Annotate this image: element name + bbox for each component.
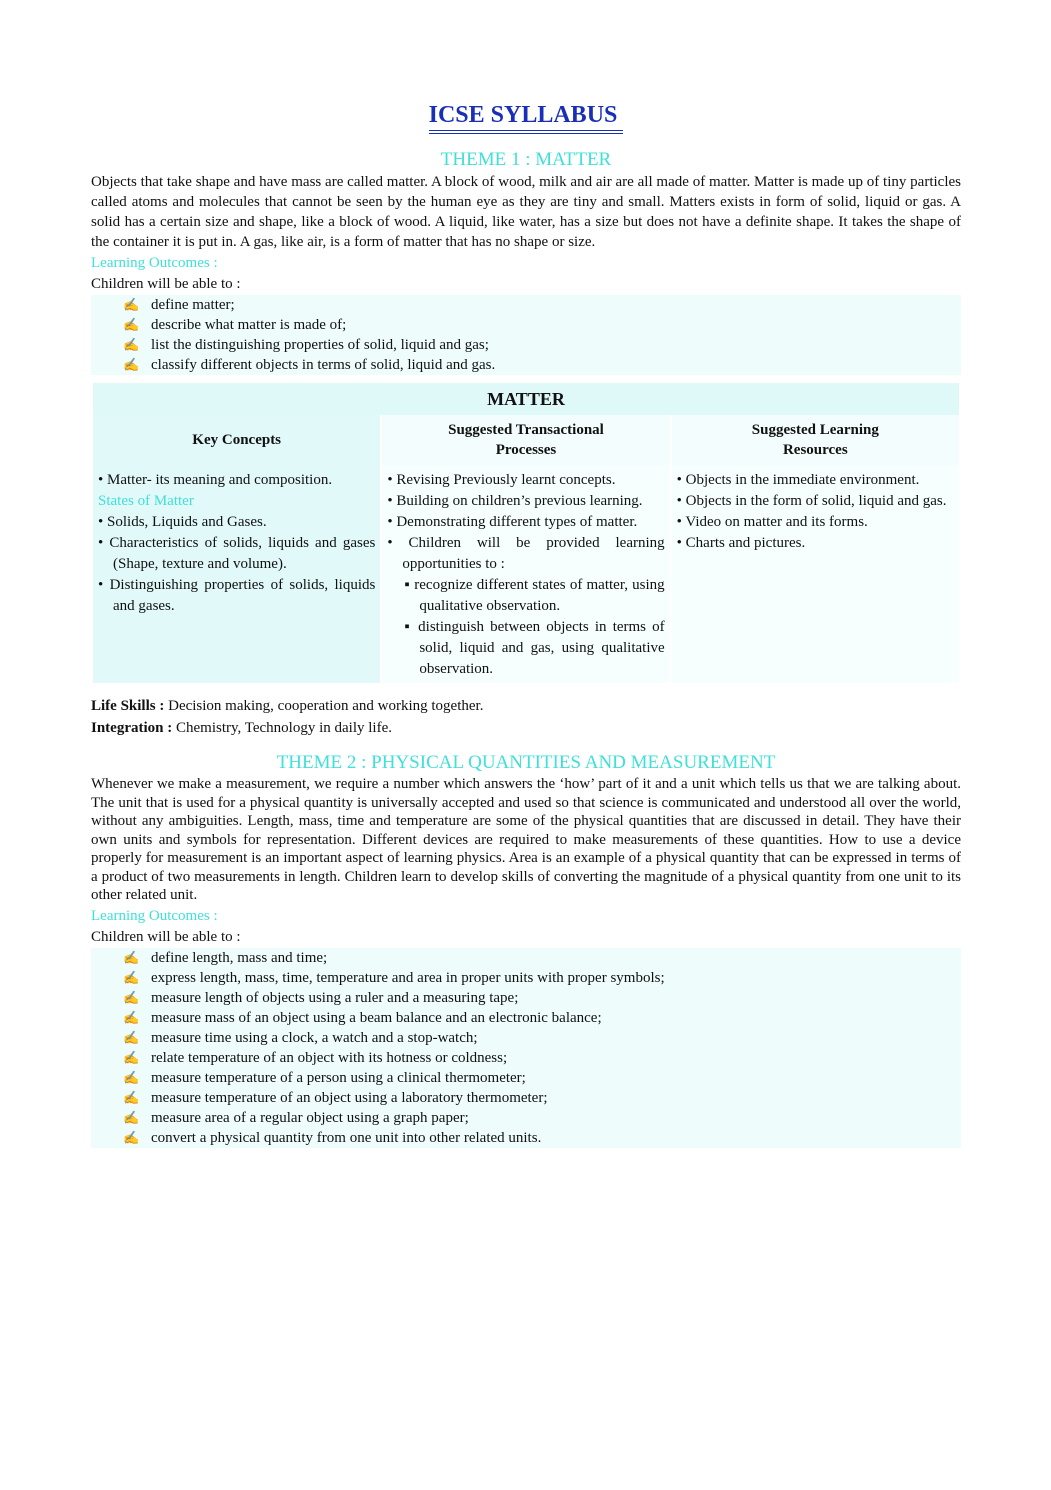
sub-bullet-item: ▪ distinguish between objects in terms of solid, liquid and gas, using qualitative observation.: [404, 619, 665, 677]
list-item: [91, 988, 961, 1008]
outcome-text: measure length of objects using a ruler and a measuring tape;: [151, 989, 519, 1006]
list-item: [91, 1028, 961, 1048]
bullet-text: Objects in the immediate environment.: [685, 472, 920, 488]
bullet-item: • Revising Previously learnt concepts.: [387, 472, 616, 488]
bullet-item: • Charts and pictures.: [676, 535, 806, 551]
bullet-item: • Children will be provided learning opportunities to :: [387, 535, 665, 572]
bullet-item: • Matter- its meaning and composition.: [98, 472, 333, 488]
bullet-text: Distinguishing properties of solids, liquids and gases.: [109, 577, 376, 614]
outcome-text: measure temperature of an object using a laboratory thermometer;: [151, 1089, 548, 1106]
bullet-text: distinguish between objects in terms of solid, liquid and gas, using qualitative observation.: [418, 619, 665, 677]
outcome-text: relate temperature of an object with its hotness or coldness;: [151, 1049, 508, 1066]
outcome-text: measure time using a clock, a watch and a stop-watch;: [151, 1029, 478, 1046]
outcome-text: measure temperature of a person using a clinical thermometer;: [151, 1069, 526, 1086]
list-item: [91, 1128, 961, 1148]
list-item: [91, 355, 961, 375]
theme2-heading: THEME 2 : PHYSICAL QUANTITIES AND MEASUREMENT: [276, 752, 776, 773]
bullet-item: • Characteristics of solids, liquids and gases (Shape, texture and volume).: [98, 535, 376, 572]
bullet-text: Matter- its meaning and composition.: [107, 472, 333, 488]
list-item: [91, 968, 961, 988]
list-item: [91, 1068, 961, 1088]
writing-hand-icon: ✍: [123, 317, 140, 332]
outcome-text: classify different objects in terms of solid, liquid and gas.: [151, 357, 496, 373]
bullet-text: recognize different states of matter, using qualitative observation.: [414, 577, 665, 614]
writing-hand-icon: ✍: [123, 337, 140, 352]
bullet-text: Revising Previously learnt concepts.: [396, 472, 616, 488]
list-item: [91, 335, 961, 355]
bullet-item: • Demonstrating different types of matter.: [387, 514, 638, 530]
bullet-item: • Objects in the form of solid, liquid and gas.: [676, 493, 947, 509]
list-item: [91, 1108, 961, 1128]
list-item: [91, 1088, 961, 1108]
writing-hand-icon: ✍: [123, 1129, 140, 1145]
bullet-text: Demonstrating different types of matter.: [396, 514, 638, 530]
list-item: [91, 315, 961, 335]
header-key-concepts: Key Concepts: [93, 415, 380, 465]
key-concepts-cell: [93, 465, 380, 683]
theme1-lo-intro: Children will be able to :: [91, 276, 241, 292]
bullet-text: Building on children’s previous learning.: [396, 493, 643, 509]
states-of-matter-label: States of Matter: [98, 493, 194, 509]
matter-table: [91, 383, 961, 683]
outcome-text: measure area of a regular object using a graph paper;: [151, 1109, 469, 1126]
table-caption: MATTER: [93, 383, 959, 415]
outcome-text: describe what matter is made of;: [151, 317, 347, 333]
writing-hand-icon: ✍: [123, 357, 140, 372]
writing-hand-icon: ✍: [123, 949, 140, 965]
bullet-text: Objects in the form of solid, liquid and gas.: [685, 493, 947, 509]
list-item: [91, 295, 961, 315]
writing-hand-icon: ✍: [123, 989, 140, 1005]
header-processes-text: Suggested Transactional Processes: [448, 422, 604, 458]
theme2-lo-label: Learning Outcomes :: [91, 907, 218, 924]
life-skills: [91, 695, 961, 717]
bullet-text: Solids, Liquids and Gases.: [107, 514, 267, 530]
writing-hand-icon: ✍: [123, 1089, 140, 1105]
list-item: [91, 948, 961, 968]
theme1-outcomes: [91, 295, 961, 375]
writing-hand-icon: ✍: [123, 1109, 140, 1125]
bullet-item: • Distinguishing properties of solids, liquids and gases.: [98, 577, 376, 614]
sub-bullet-item: ▪ recognize different states of matter, using qualitative observation.: [404, 577, 665, 614]
integration: [91, 717, 961, 739]
resources-cell: [672, 465, 959, 683]
bullet-item: • Building on children’s previous learning.: [387, 493, 643, 509]
list-item: [91, 1048, 961, 1068]
header-resources-text: Suggested Learning Resources: [751, 422, 879, 458]
bullet-text: Children will be provided learning opportunities to :: [402, 535, 665, 572]
outcome-text: define length, mass and time;: [151, 949, 328, 966]
bullet-text: Video on matter and its forms.: [685, 514, 868, 530]
outcome-text: express length, mass, time, temperature and area in proper units with proper symbols;: [151, 969, 665, 986]
writing-hand-icon: ✍: [123, 297, 140, 312]
theme1-lo-label: Learning Outcomes :: [91, 255, 218, 271]
outcome-text: define matter;: [151, 297, 235, 313]
bullet-text: Characteristics of solids, liquids and gases (Shape, texture and volume).: [109, 535, 376, 572]
bullet-item: • Objects in the immediate environment.: [676, 472, 920, 488]
outcome-text: convert a physical quantity from one unit into other related units.: [151, 1129, 542, 1146]
list-item: [91, 1008, 961, 1028]
header-resources: [672, 415, 959, 465]
bullet-item: • Solids, Liquids and Gases.: [98, 514, 267, 530]
writing-hand-icon: ✍: [123, 969, 140, 985]
integration-label: Integration :: [91, 720, 173, 736]
outcome-text: measure mass of an object using a beam balance and an electronic balance;: [151, 1009, 602, 1026]
theme2-outcomes: [91, 948, 961, 1148]
writing-hand-icon: ✍: [123, 1049, 140, 1065]
life-skills-text: Decision making, cooperation and working together.: [164, 698, 484, 714]
writing-hand-icon: ✍: [123, 1029, 140, 1045]
writing-hand-icon: ✍: [123, 1069, 140, 1085]
theme2-lo-intro: Children will be able to :: [91, 928, 241, 945]
processes-cell: [382, 465, 669, 683]
theme1-heading: THEME 1 : MATTER: [440, 149, 612, 170]
page-title: [91, 100, 961, 130]
bullet-text: Charts and pictures.: [685, 535, 806, 551]
outcome-text: list the distinguishing properties of solid, liquid and gas;: [151, 337, 489, 353]
theme1-intro: Objects that take shape and have mass are called matter. A block of wood, milk and air are all made of matter. Matter is made up of tiny particles called atoms and molecules that cannot be seen by the human eye as they are tiny and small. Matters exists in form of solid, liquid or gas. A solid has a certain size and shape, like a block of wood. A liquid, like water, has a size but does not have a definite shape. It takes the shape of the container it is put in. A gas, like air, is a form of matter that has no shape or size.: [91, 174, 961, 250]
title-text: ICSE SYLLABUS: [429, 102, 624, 134]
bullet-item: • Video on matter and its forms.: [676, 514, 868, 530]
integration-text: Chemistry, Technology in daily life.: [172, 720, 392, 736]
theme2-intro: Whenever we make a measurement, we require a number which answers the ‘how’ part of it and a unit which tells us that we are talking about. The unit that is used for a physical quantity is universally accepted and used so that science is communicated and understood all over the world, without any ambiguities. Length, mass, time and temperature are some of the physical quantities that are discussed in detail. They have their own units and symbols for representation. Different devices are required to make measurements of these quantities. How to use a device properly for measurement is an important aspect of learning physics. Area is an example of a physical quantity that can be expressed in terms of a product of two measurements in length. Children learn to develop skills of converting the magnitude of a physical quantity from one unit to its other related unit.: [91, 776, 961, 903]
header-processes: [382, 415, 669, 465]
writing-hand-icon: ✍: [123, 1009, 140, 1025]
life-skills-label: Life Skills :: [91, 698, 165, 714]
